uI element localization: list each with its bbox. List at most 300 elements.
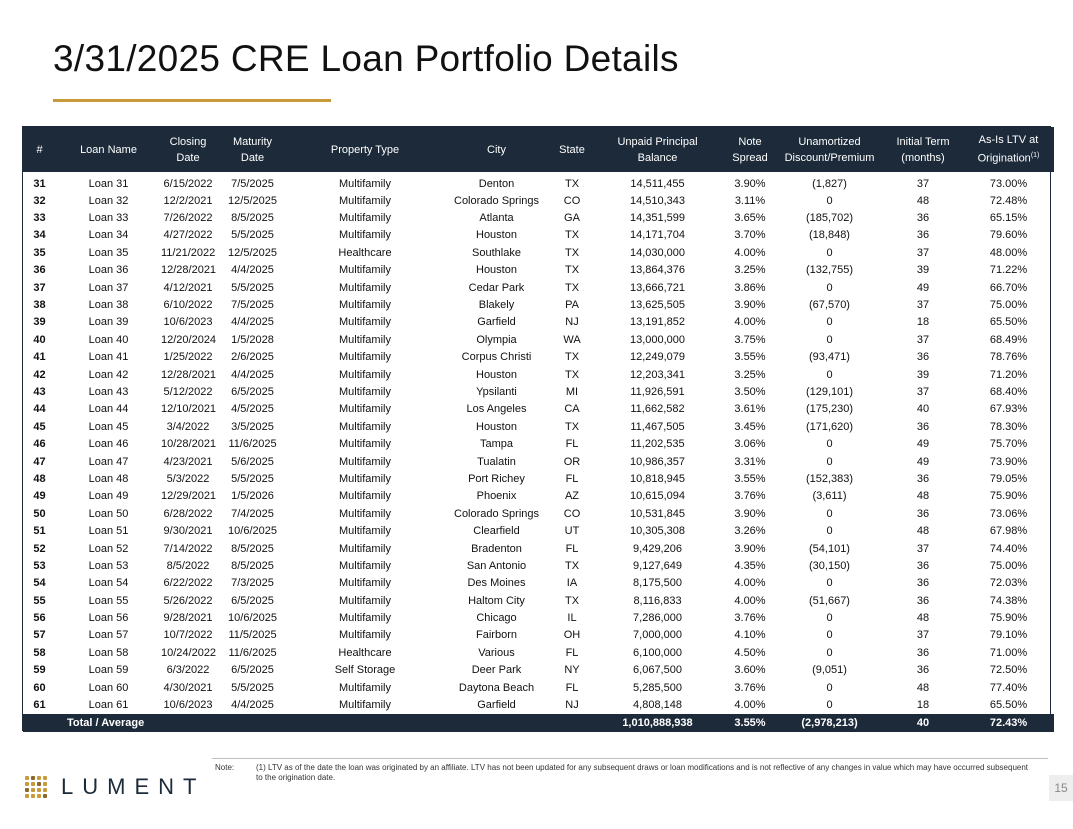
cell-discount-premium: (152,383) bbox=[805, 472, 854, 485]
col-header-initial-term: Initial Term (months) bbox=[883, 127, 963, 172]
cell-loan-name: Loan 59 bbox=[88, 664, 129, 677]
cell-ltv: 75.90% bbox=[989, 612, 1028, 625]
cell-row-number: 44 bbox=[33, 403, 46, 416]
footer-divider bbox=[212, 758, 1048, 759]
col-header-loan-name: Loan Name bbox=[56, 127, 161, 172]
cell-maturity-date: 11/6/2025 bbox=[228, 438, 277, 451]
cell-unpaid-principal-balance: 8,175,500 bbox=[633, 577, 682, 590]
table-row bbox=[23, 696, 1054, 713]
cell-discount-premium: 0 bbox=[826, 507, 833, 520]
cell-note-spread: 3.31% bbox=[734, 455, 766, 468]
cell-unpaid-principal-balance: 11,467,505 bbox=[630, 420, 685, 433]
cell-row-number: 48 bbox=[33, 472, 46, 485]
cell-row-number: 35 bbox=[33, 246, 46, 259]
cell-state: WA bbox=[563, 333, 581, 346]
cell-ltv: 68.40% bbox=[989, 385, 1028, 398]
cell-city: Various bbox=[478, 646, 515, 659]
table-row bbox=[23, 435, 1054, 452]
cell-initial-term: 36 bbox=[916, 594, 930, 607]
cell-row-number: 39 bbox=[33, 316, 46, 329]
loan-portfolio-table-container bbox=[22, 126, 1051, 731]
cell-ltv: 78.30% bbox=[989, 420, 1028, 433]
table-row bbox=[23, 679, 1054, 696]
cell-property-type: Multifamily bbox=[339, 612, 391, 625]
cell-unpaid-principal-balance: 4,808,148 bbox=[633, 699, 682, 712]
cell-closing-date: 5/3/2022 bbox=[166, 472, 210, 485]
col-header-note-spread: Note Spread bbox=[724, 127, 776, 172]
cell-unpaid-principal-balance: 6,100,000 bbox=[633, 646, 682, 659]
cell-ltv: 75.00% bbox=[989, 559, 1028, 572]
cell-loan-name: Loan 44 bbox=[88, 403, 129, 416]
table-row bbox=[23, 557, 1054, 574]
cell-row-number: 45 bbox=[33, 420, 46, 433]
cell-unpaid-principal-balance: 12,249,079 bbox=[629, 351, 686, 364]
cell-closing-date: 9/30/2021 bbox=[163, 525, 213, 538]
cell-maturity-date: 11/5/2025 bbox=[228, 629, 277, 642]
cell-loan-name: Loan 39 bbox=[88, 316, 129, 329]
cell-row-number: 31 bbox=[33, 177, 46, 190]
cell-maturity-date: 5/5/2025 bbox=[231, 681, 274, 694]
cell-discount-premium: 0 bbox=[826, 316, 833, 329]
cell-city: Tualatin bbox=[477, 455, 516, 468]
cell-state: TX bbox=[564, 351, 580, 364]
cell-note-spread: 3.06% bbox=[734, 438, 766, 451]
table-row bbox=[23, 644, 1054, 661]
cell-discount-premium: 0 bbox=[826, 246, 833, 259]
cell-initial-term: 37 bbox=[916, 177, 930, 190]
cell-unpaid-principal-balance: 14,510,343 bbox=[629, 194, 686, 207]
cell-closing-date: 7/14/2022 bbox=[163, 542, 213, 555]
cell-note-spread: 3.65% bbox=[734, 212, 766, 225]
cell-maturity-date: 7/5/2025 bbox=[231, 299, 274, 312]
cell-state: GA bbox=[564, 212, 580, 225]
cell-loan-name: Loan 56 bbox=[88, 612, 129, 625]
table-row bbox=[23, 401, 1054, 418]
cell-discount-premium: 0 bbox=[826, 281, 833, 294]
cell-closing-date: 4/12/2021 bbox=[163, 281, 213, 294]
cell-state: CO bbox=[563, 507, 581, 520]
cell-property-type: Multifamily bbox=[339, 629, 391, 642]
cell-note-spread: 3.45% bbox=[734, 420, 766, 433]
cell-note-spread: 3.11% bbox=[734, 194, 766, 207]
cell-note-spread: 4.00% bbox=[734, 316, 766, 329]
cell-city: Garfield bbox=[477, 699, 516, 712]
cell-initial-term: 18 bbox=[916, 699, 930, 712]
cell-city: Olympia bbox=[476, 333, 517, 346]
cell-property-type: Multifamily bbox=[339, 559, 391, 572]
cell-row-number: 33 bbox=[33, 212, 46, 225]
cell-closing-date: 6/10/2022 bbox=[163, 299, 213, 312]
cell-ltv: 65.15% bbox=[989, 212, 1028, 225]
cell-maturity-date: 8/5/2025 bbox=[231, 559, 274, 572]
cell-maturity-date: 11/6/2025 bbox=[228, 646, 277, 659]
cell-discount-premium: 0 bbox=[826, 455, 833, 468]
cell-row-number: 42 bbox=[33, 368, 46, 381]
cell-discount-premium: 0 bbox=[826, 525, 833, 538]
cell-property-type: Multifamily bbox=[339, 281, 391, 294]
cell-initial-term: 48 bbox=[916, 194, 930, 207]
cell-discount-premium: (51,667) bbox=[809, 594, 850, 607]
cell-city: Southlake bbox=[472, 246, 521, 259]
cell-row-number: 47 bbox=[33, 455, 46, 468]
cell-initial-term: 18 bbox=[916, 316, 930, 329]
cell-city: Houston bbox=[476, 420, 517, 433]
cell-property-type: Multifamily bbox=[339, 316, 391, 329]
cell-initial-term: 40 bbox=[916, 403, 930, 416]
cell-row-number: 61 bbox=[33, 699, 46, 712]
cell-row-number: 60 bbox=[33, 681, 46, 694]
cell-note-spread: 3.50% bbox=[734, 385, 766, 398]
cell-discount-premium: (93,471) bbox=[809, 351, 850, 364]
cell-closing-date: 10/24/2022 bbox=[161, 646, 217, 659]
cell-state: TX bbox=[564, 559, 580, 572]
cell-unpaid-principal-balance: 14,351,599 bbox=[629, 212, 686, 225]
cell-loan-name: Loan 37 bbox=[88, 281, 129, 294]
cell-note-spread: 3.25% bbox=[734, 368, 766, 381]
cell-maturity-date: 8/5/2025 bbox=[231, 212, 274, 225]
cell-closing-date: 10/7/2022 bbox=[163, 629, 213, 642]
cell-ltv: 66.70% bbox=[989, 281, 1028, 294]
cell-closing-date: 6/15/2022 bbox=[163, 177, 213, 190]
cell-loan-name: Loan 46 bbox=[88, 438, 129, 451]
cell-state: TX bbox=[564, 594, 580, 607]
cell-city: Houston bbox=[476, 264, 517, 277]
cell-maturity-date: 1/5/2026 bbox=[231, 490, 274, 503]
cell-note-spread: 3.70% bbox=[734, 229, 766, 242]
cell-unpaid-principal-balance: 6,067,500 bbox=[633, 664, 682, 677]
cell-property-type: Multifamily bbox=[339, 351, 391, 364]
cell-note-spread: 3.60% bbox=[734, 664, 766, 677]
cell-closing-date: 12/28/2021 bbox=[161, 264, 217, 277]
cell-city: Colorado Springs bbox=[454, 194, 539, 207]
cell-discount-premium: (1,827) bbox=[812, 177, 847, 190]
cell-note-spread: 3.75% bbox=[734, 333, 766, 346]
cell-discount-premium: 0 bbox=[826, 333, 833, 346]
cell-property-type: Multifamily bbox=[339, 212, 391, 225]
cell-state: FL bbox=[565, 646, 579, 659]
cell-initial-term: 48 bbox=[916, 681, 930, 694]
cell-note-spread: 4.35% bbox=[734, 559, 766, 572]
cell-property-type: Multifamily bbox=[339, 681, 391, 694]
cell-row-number: 50 bbox=[33, 507, 46, 520]
table-row bbox=[23, 366, 1054, 383]
cell-maturity-date: 10/6/2025 bbox=[228, 525, 277, 538]
cell-loan-name: Loan 33 bbox=[88, 212, 129, 225]
cell-loan-name: Loan 55 bbox=[88, 594, 129, 607]
cell-loan-name: Loan 43 bbox=[88, 385, 129, 398]
cell-state: FL bbox=[565, 681, 579, 694]
table-row bbox=[23, 418, 1054, 435]
cell-loan-name: Loan 42 bbox=[88, 368, 129, 381]
table-header bbox=[23, 127, 1054, 172]
cell-closing-date: 12/28/2021 bbox=[161, 368, 217, 381]
cell-closing-date: 5/26/2022 bbox=[163, 594, 213, 607]
cell-ltv: 71.00% bbox=[989, 646, 1028, 659]
cell-initial-term: 36 bbox=[916, 472, 930, 485]
cell-loan-name: Loan 34 bbox=[88, 229, 129, 242]
cell-unpaid-principal-balance: 11,926,591 bbox=[630, 385, 685, 398]
cell-unpaid-principal-balance: 7,000,000 bbox=[633, 629, 682, 642]
cell-note-spread: 3.61% bbox=[734, 403, 766, 416]
cell-closing-date: 10/6/2023 bbox=[163, 316, 213, 329]
cell-maturity-date: 7/4/2025 bbox=[231, 507, 274, 520]
cell-row-number: 34 bbox=[33, 229, 46, 242]
table-total-row bbox=[23, 714, 1054, 732]
cell-closing-date: 9/28/2021 bbox=[163, 612, 213, 625]
cell-city: Ypsilanti bbox=[476, 385, 517, 398]
cell-unpaid-principal-balance: 11,662,582 bbox=[630, 403, 685, 416]
table-row bbox=[23, 244, 1054, 261]
cell-maturity-date: 1/5/2028 bbox=[231, 333, 274, 346]
cell-note-spread: 3.86% bbox=[734, 281, 766, 294]
cell-city: Denton bbox=[478, 177, 515, 190]
cell-state: TX bbox=[564, 264, 580, 277]
cell-loan-name: Loan 61 bbox=[88, 699, 129, 712]
table-row bbox=[23, 453, 1054, 470]
cell-closing-date: 4/30/2021 bbox=[163, 681, 213, 694]
table-row bbox=[23, 575, 1054, 592]
cell-unpaid-principal-balance: 13,625,505 bbox=[629, 299, 686, 312]
cell-maturity-date: 4/4/2025 bbox=[231, 264, 274, 277]
cell-discount-premium: (9,051) bbox=[812, 664, 847, 677]
cell-ltv: 65.50% bbox=[989, 699, 1028, 712]
cell-note-spread: 3.26% bbox=[734, 525, 766, 538]
cell-row-number: 49 bbox=[33, 490, 46, 503]
table-row bbox=[23, 609, 1054, 626]
cell-note-spread: 3.76% bbox=[734, 612, 766, 625]
cell-ltv: 67.93% bbox=[989, 403, 1028, 416]
cell-city: Daytona Beach bbox=[458, 681, 535, 694]
cell-initial-term: 49 bbox=[916, 455, 930, 468]
cell-row-number: 52 bbox=[33, 542, 46, 555]
cell-property-type: Multifamily bbox=[339, 177, 391, 190]
cell-state: CA bbox=[564, 403, 580, 416]
cell-unpaid-principal-balance: 13,864,376 bbox=[629, 264, 686, 277]
cell-initial-term: 36 bbox=[916, 664, 930, 677]
cell-maturity-date: 4/4/2025 bbox=[231, 368, 274, 381]
table-row bbox=[23, 540, 1054, 557]
cell-ltv: 74.40% bbox=[989, 542, 1028, 555]
cell-initial-term: 36 bbox=[916, 212, 930, 225]
cell-loan-name: Loan 54 bbox=[88, 577, 129, 590]
cell-state: TX bbox=[564, 246, 580, 259]
cell-loan-name: Loan 41 bbox=[88, 351, 129, 364]
col-header-state: State bbox=[553, 127, 591, 172]
cell-property-type: Healthcare bbox=[338, 246, 392, 259]
cell-row-number: 32 bbox=[33, 194, 46, 207]
table-row bbox=[23, 172, 1054, 192]
cell-note-spread: 3.25% bbox=[734, 264, 766, 277]
cell-note-spread: 3.90% bbox=[734, 542, 766, 555]
cell-ltv: 73.00% bbox=[989, 177, 1028, 190]
cell-loan-name: Loan 52 bbox=[88, 542, 129, 555]
total-label: Total / Average bbox=[23, 714, 591, 732]
logo-wordmark: LUMENT bbox=[61, 774, 206, 799]
cell-property-type: Multifamily bbox=[339, 594, 391, 607]
cell-property-type: Multifamily bbox=[339, 525, 391, 538]
cell-property-type: Multifamily bbox=[339, 507, 391, 520]
cell-note-spread: 4.00% bbox=[734, 246, 766, 259]
cell-maturity-date: 7/5/2025 bbox=[231, 177, 274, 190]
table-row bbox=[23, 383, 1054, 400]
cell-closing-date: 3/4/2022 bbox=[166, 420, 210, 433]
cell-city: Clearfield bbox=[473, 525, 520, 538]
cell-ltv: 79.05% bbox=[989, 472, 1028, 485]
page-number: 15 bbox=[1049, 775, 1073, 801]
cell-city: Fairborn bbox=[476, 629, 517, 642]
table-row bbox=[23, 279, 1054, 296]
cell-initial-term: 49 bbox=[916, 281, 930, 294]
cell-city: Deer Park bbox=[471, 664, 522, 677]
cell-loan-name: Loan 57 bbox=[88, 629, 129, 642]
cell-unpaid-principal-balance: 14,030,000 bbox=[629, 246, 686, 259]
cell-unpaid-principal-balance: 8,116,833 bbox=[633, 594, 682, 607]
total-discount: (2,978,213) bbox=[776, 714, 883, 732]
cell-discount-premium: (18,848) bbox=[809, 229, 850, 242]
cell-city: Blakely bbox=[478, 299, 515, 312]
note-label: Note: bbox=[215, 763, 235, 772]
title-underline bbox=[53, 99, 331, 102]
cell-row-number: 36 bbox=[33, 264, 46, 277]
cell-state: UT bbox=[564, 525, 580, 538]
cell-property-type: Multifamily bbox=[339, 577, 391, 590]
total-upb: 1,010,888,938 bbox=[591, 714, 724, 732]
table-row bbox=[23, 209, 1054, 226]
cell-unpaid-principal-balance: 9,429,206 bbox=[633, 542, 682, 555]
cell-unpaid-principal-balance: 10,818,945 bbox=[629, 472, 686, 485]
cell-ltv: 72.03% bbox=[989, 577, 1028, 590]
cell-state: FL bbox=[565, 542, 579, 555]
cell-loan-name: Loan 60 bbox=[88, 681, 129, 694]
col-header-discount-premium: Unamortized Discount/Premium bbox=[776, 127, 883, 172]
cell-property-type: Multifamily bbox=[339, 699, 391, 712]
cell-maturity-date: 7/3/2025 bbox=[231, 577, 274, 590]
cell-property-type: Multifamily bbox=[339, 490, 391, 503]
page-title: 3/31/2025 CRE Loan Portfolio Details bbox=[53, 38, 679, 79]
cell-property-type: Multifamily bbox=[339, 194, 391, 207]
cell-closing-date: 10/6/2023 bbox=[163, 699, 213, 712]
cell-discount-premium: (3,611) bbox=[812, 490, 847, 503]
col-header-closing-date: Closing Date bbox=[161, 127, 215, 172]
cell-loan-name: Loan 48 bbox=[88, 472, 129, 485]
cell-row-number: 57 bbox=[33, 629, 46, 642]
cell-discount-premium: 0 bbox=[826, 629, 833, 642]
cell-row-number: 55 bbox=[33, 594, 46, 607]
company-logo bbox=[25, 773, 205, 801]
cell-closing-date: 6/22/2022 bbox=[163, 577, 213, 590]
cell-closing-date: 12/2/2021 bbox=[163, 194, 213, 207]
cell-row-number: 53 bbox=[33, 559, 46, 572]
cell-property-type: Multifamily bbox=[339, 229, 391, 242]
cell-property-type: Multifamily bbox=[339, 385, 391, 398]
cell-initial-term: 36 bbox=[916, 229, 930, 242]
total-term: 40 bbox=[883, 714, 963, 732]
cell-row-number: 51 bbox=[33, 525, 46, 538]
cell-ltv: 72.50% bbox=[989, 664, 1028, 677]
cell-unpaid-principal-balance: 13,191,852 bbox=[629, 316, 686, 329]
cell-loan-name: Loan 51 bbox=[88, 525, 129, 538]
col-header-num: # bbox=[23, 127, 56, 172]
col-header-ltv: As-Is LTV at Origination$^{(1)}$ bbox=[963, 127, 1054, 172]
cell-maturity-date: 6/5/2025 bbox=[231, 385, 274, 398]
cell-ltv: 68.49% bbox=[989, 333, 1028, 346]
cell-loan-name: Loan 40 bbox=[88, 333, 129, 346]
cell-initial-term: 36 bbox=[916, 559, 930, 572]
cell-discount-premium: 0 bbox=[826, 194, 833, 207]
cell-state: CO bbox=[563, 194, 581, 207]
cell-loan-name: Loan 32 bbox=[88, 194, 129, 207]
cell-state: IA bbox=[566, 577, 578, 590]
cell-maturity-date: 3/5/2025 bbox=[231, 420, 274, 433]
total-ltv: 72.43% bbox=[963, 714, 1054, 732]
cell-property-type: Multifamily bbox=[339, 368, 391, 381]
col-header-upb: Unpaid Principal Balance bbox=[591, 127, 724, 172]
cell-loan-name: Loan 36 bbox=[88, 264, 129, 277]
cell-discount-premium: 0 bbox=[826, 612, 833, 625]
cell-unpaid-principal-balance: 9,127,649 bbox=[633, 559, 682, 572]
cell-state: TX bbox=[564, 368, 580, 381]
cell-city: Phoenix bbox=[476, 490, 517, 503]
table-row bbox=[23, 296, 1054, 313]
cell-ltv: 75.00% bbox=[989, 299, 1028, 312]
table-row bbox=[23, 349, 1054, 366]
cell-ltv: 71.20% bbox=[989, 368, 1028, 381]
cell-state: TX bbox=[564, 177, 580, 190]
cell-initial-term: 36 bbox=[916, 577, 930, 590]
cell-note-spread: 3.90% bbox=[734, 507, 766, 520]
cell-unpaid-principal-balance: 7,286,000 bbox=[633, 612, 682, 625]
cell-maturity-date: 4/4/2025 bbox=[231, 699, 274, 712]
cell-unpaid-principal-balance: 10,305,308 bbox=[629, 525, 686, 538]
cell-initial-term: 39 bbox=[916, 368, 930, 381]
cell-loan-name: Loan 49 bbox=[88, 490, 129, 503]
cell-discount-premium: (129,101) bbox=[805, 385, 854, 398]
cell-closing-date: 8/5/2022 bbox=[166, 559, 210, 572]
cell-maturity-date: 6/5/2025 bbox=[231, 594, 274, 607]
cell-city: Cedar Park bbox=[468, 281, 525, 294]
cell-loan-name: Loan 45 bbox=[88, 420, 129, 433]
cell-initial-term: 49 bbox=[916, 438, 930, 451]
cell-unpaid-principal-balance: 11,202,535 bbox=[630, 438, 685, 451]
cell-note-spread: 4.10% bbox=[734, 629, 766, 642]
cell-city: Colorado Springs bbox=[454, 507, 539, 520]
cell-note-spread: 3.90% bbox=[734, 177, 766, 190]
cell-unpaid-principal-balance: 12,203,341 bbox=[629, 368, 686, 381]
cell-unpaid-principal-balance: 14,171,704 bbox=[629, 229, 686, 242]
cell-row-number: 46 bbox=[33, 438, 46, 451]
cell-property-type: Multifamily bbox=[339, 542, 391, 555]
cell-loan-name: Loan 31 bbox=[88, 177, 129, 190]
cell-state: NJ bbox=[565, 699, 579, 712]
cell-unpaid-principal-balance: 13,666,721 bbox=[629, 281, 686, 294]
cell-closing-date: 12/20/2024 bbox=[161, 333, 217, 346]
cell-maturity-date: 5/5/2025 bbox=[231, 472, 274, 485]
table-row bbox=[23, 627, 1054, 644]
cell-closing-date: 7/26/2022 bbox=[163, 212, 213, 225]
cell-initial-term: 37 bbox=[916, 299, 930, 312]
cell-note-spread: 4.00% bbox=[734, 594, 766, 607]
cell-initial-term: 36 bbox=[916, 507, 930, 520]
table-row bbox=[23, 470, 1054, 487]
cell-row-number: 59 bbox=[33, 664, 46, 677]
cell-maturity-date: 12/5/2025 bbox=[228, 194, 277, 207]
cell-initial-term: 37 bbox=[916, 333, 930, 346]
cell-city: Port Richey bbox=[468, 472, 525, 485]
cell-state: FL bbox=[565, 438, 579, 451]
cell-state: TX bbox=[564, 281, 580, 294]
cell-maturity-date: 4/5/2025 bbox=[231, 403, 274, 416]
cell-row-number: 43 bbox=[33, 385, 46, 398]
